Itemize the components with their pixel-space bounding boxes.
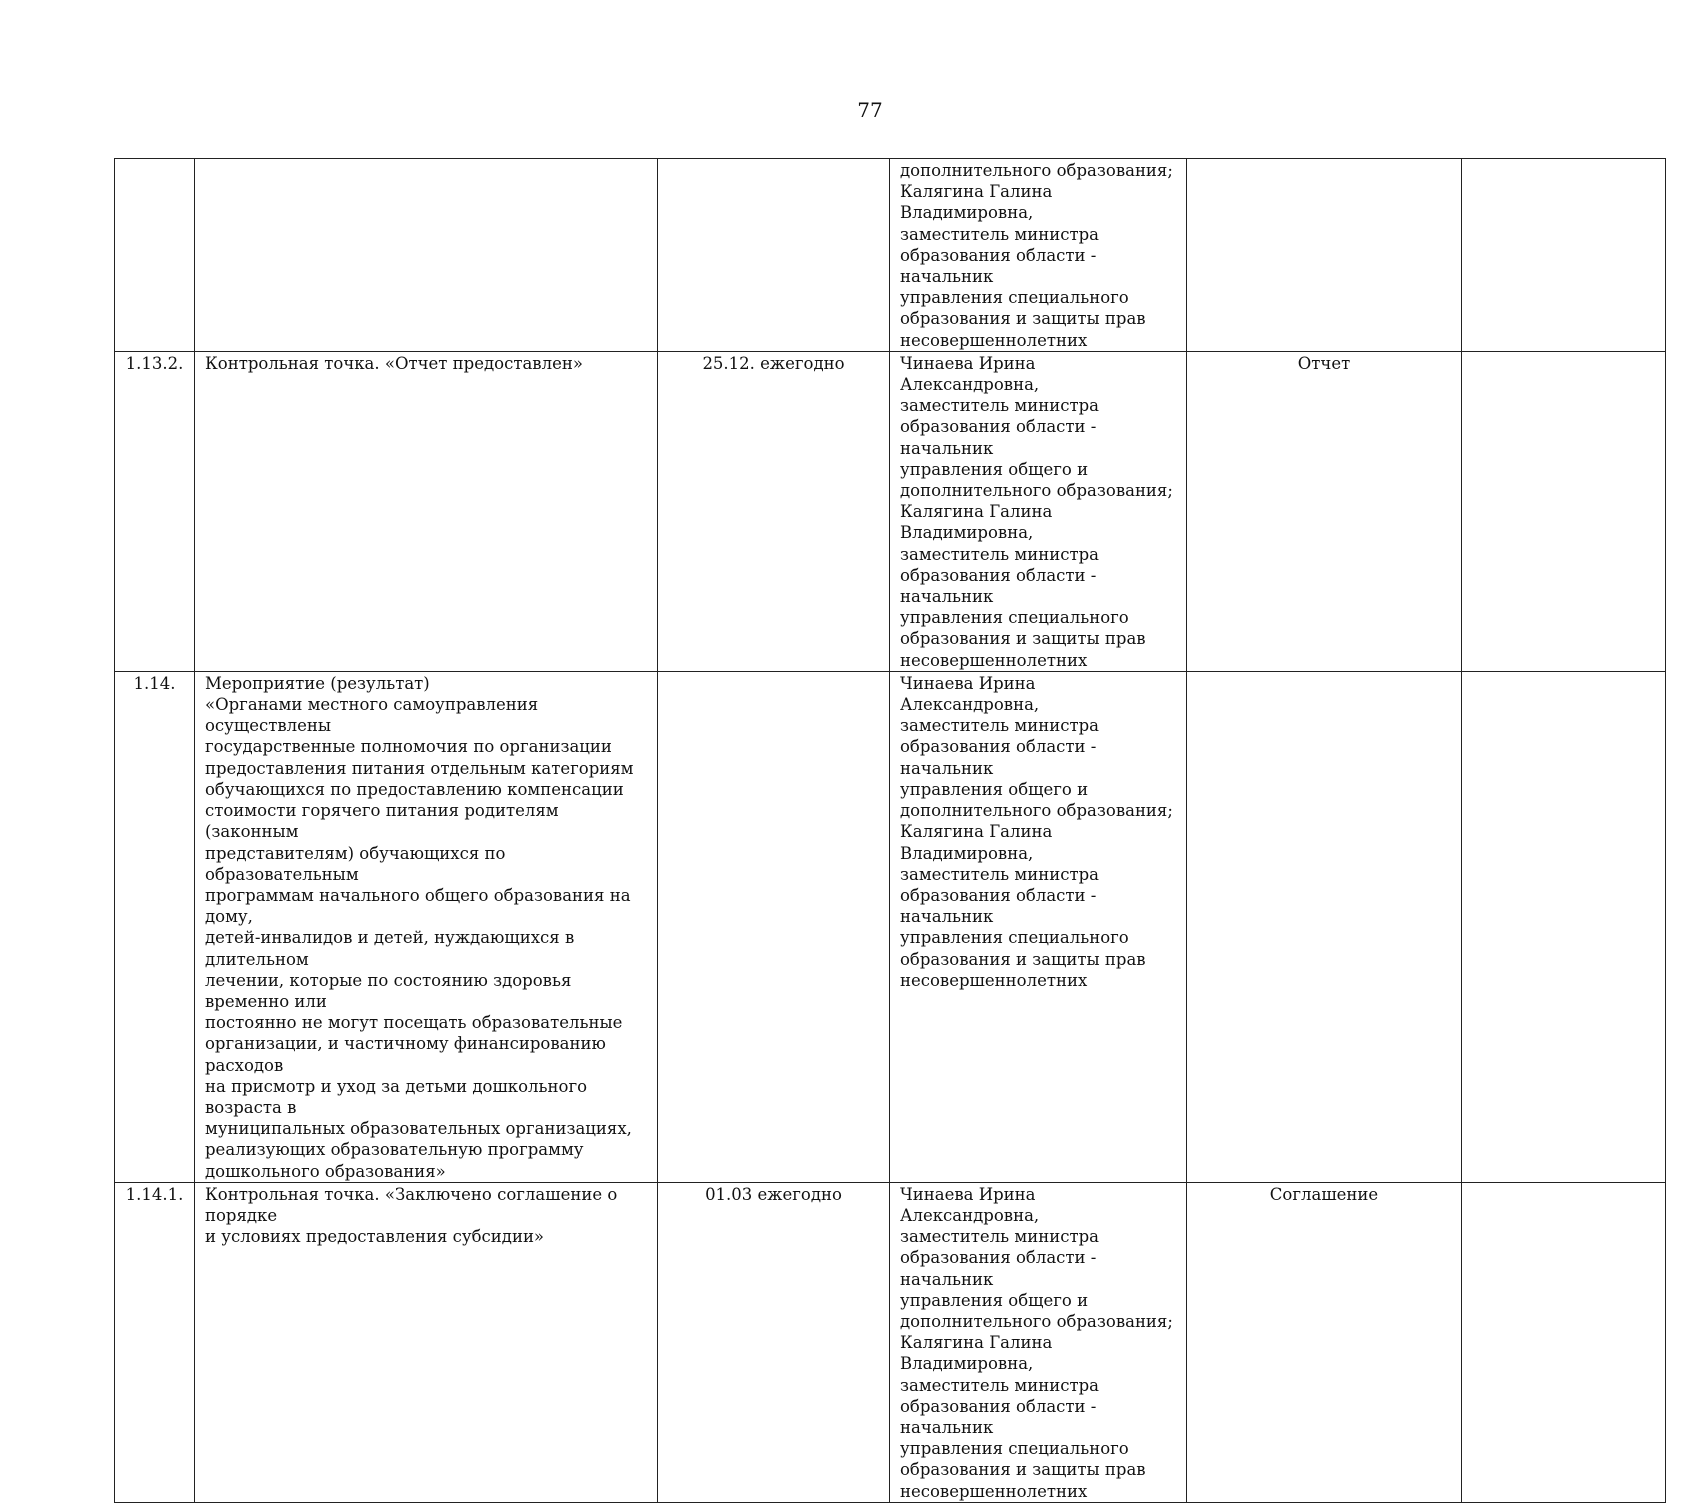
document-type: [1187, 159, 1462, 352]
table-row: [115, 671, 1666, 1182]
row-number: 1.14.: [115, 671, 195, 1182]
deadline: [658, 671, 890, 1182]
table-row: [115, 351, 1666, 671]
activity-name: Контрольная точка. «Заключено соглашение о порядке и условиях предоставления субсидии»: [195, 1182, 658, 1502]
document-type: Соглашение: [1187, 1182, 1462, 1502]
activity-name: Мероприятие (результат) «Органами местного самоуправления осуществлены государственные полномочия по организации предоставления питания отдельным категориям обучающихся по предоставлению компенсации стоимости горячего питания родителям (законным представителям) обучающихся по образовательным программам начального общего образования на дому, детей-инвалидов и детей, нуждающихся в длительном лечении, которые по состоянию здоровья временно или постоянно не могут посещать образовательные организации, и частичному финансированию расходов на присмотр и уход за детьми дошкольного возраста в муниципальных образовательных организациях, реализующих образовательную программу дошкольного образования»: [195, 671, 658, 1182]
responsible-persons: Чинаева Ирина Александровна, заместитель министра образования области - начальник управления общего и дополнительного образования; Калягина Галина Владимировна, заместитель министра образования области - начальник управления специального образования и защиты прав несовершеннолетних: [890, 351, 1187, 671]
responsible-persons: Чинаева Ирина Александровна, заместитель министра образования области - начальник управления общего и дополнительного образования; Калягина Галина Владимировна, заместитель министра образования области - начальник управления специального образования и защиты прав несовершеннолетних: [890, 1182, 1187, 1502]
page-number: 77: [857, 98, 883, 122]
deadline: 01.03 ежегодно: [658, 1182, 890, 1502]
extra-column: [1462, 1182, 1666, 1502]
document-type: Отчет: [1187, 351, 1462, 671]
extra-column: [1462, 671, 1666, 1182]
table-row: [115, 1182, 1666, 1502]
row-number: 1.14.1.: [115, 1182, 195, 1502]
extra-column: [1462, 351, 1666, 671]
activity-name: Контрольная точка. «Отчет предоставлен»: [195, 351, 658, 671]
row-number: [115, 159, 195, 352]
activity-name: [195, 159, 658, 352]
deadline: [658, 159, 890, 352]
document-type: [1187, 671, 1462, 1182]
responsible-persons: дополнительного образования; Калягина Галина Владимировна, заместитель министра образования области - начальник управления специального образования и защиты прав несовершеннолетних: [890, 159, 1187, 352]
deadline: 25.12. ежегодно: [658, 351, 890, 671]
responsible-persons: Чинаева Ирина Александровна, заместитель министра образования области - начальник управления общего и дополнительного образования; Калягина Галина Владимировна, заместитель министра образования области - начальник управления специального образования и защиты прав несовершеннолетних: [890, 671, 1187, 1182]
table-row: [115, 159, 1666, 352]
row-number: 1.13.2.: [115, 351, 195, 671]
plan-table: [114, 158, 1666, 1503]
extra-column: [1462, 159, 1666, 352]
